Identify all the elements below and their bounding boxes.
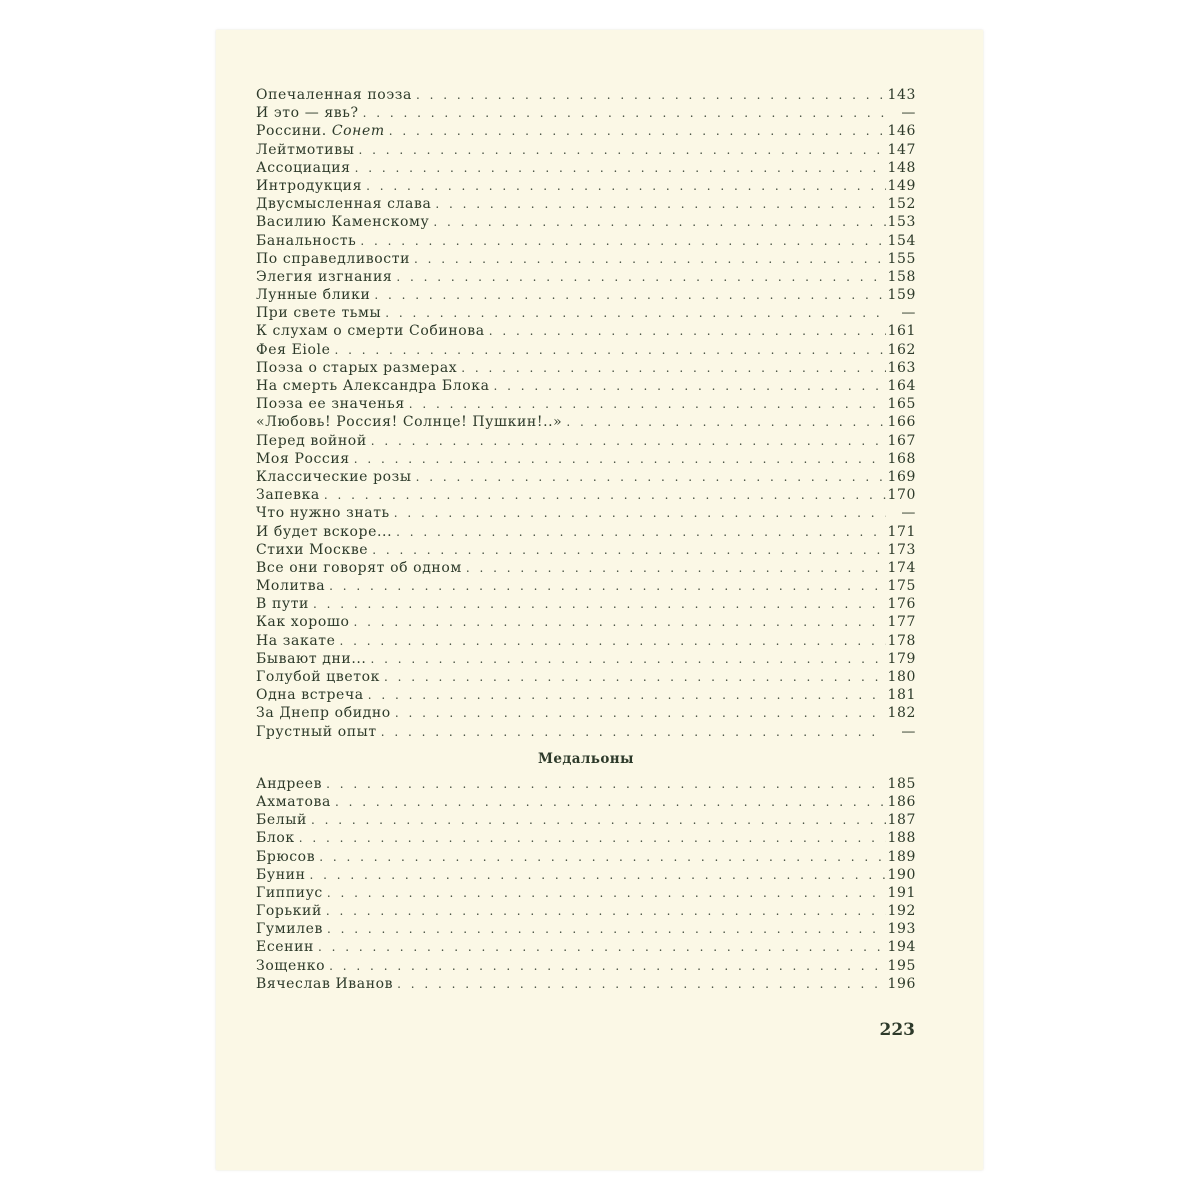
toc-entry	[256, 541, 916, 559]
leader-dots	[358, 141, 886, 159]
toc-entry-page: 152	[887, 196, 916, 213]
toc-entry-title	[256, 504, 394, 522]
toc-entry	[256, 86, 916, 104]
toc-entry-title-text: Гиппиус	[256, 884, 323, 901]
toc-entry-page: —	[901, 723, 916, 740]
leader-dots	[416, 468, 886, 486]
leader-dots	[354, 613, 886, 631]
toc-entry-page: 147	[887, 141, 916, 158]
toc-entry	[256, 359, 916, 377]
toc-entry-title	[256, 86, 416, 104]
toc-entry-page: 185	[887, 775, 916, 792]
toc-entry-title-text: Банальность	[256, 232, 357, 249]
toc-entry-title-text: Интродукция	[256, 177, 363, 194]
toc-entry-title-italic: Сонет	[331, 123, 385, 140]
toc-entry-title	[256, 902, 326, 920]
leader-dots	[466, 559, 886, 577]
toc-entry-title-text: Есенин	[256, 939, 314, 956]
toc-entry-page: 154	[887, 232, 916, 249]
toc-entry-title	[256, 177, 366, 195]
toc-entry	[256, 413, 916, 431]
leader-dots	[319, 848, 886, 866]
toc-entry-page: 162	[887, 341, 916, 358]
toc-entry-page: 187	[887, 812, 916, 829]
toc-entry	[256, 250, 916, 268]
toc-entry-title-text: Голубой цветок	[256, 669, 380, 685]
toc-entry-title-text: Лейтмотивы	[256, 141, 355, 158]
leader-dots	[334, 341, 886, 359]
leader-dots	[416, 86, 886, 104]
leader-dots	[327, 920, 886, 938]
toc-entry-title-text: Белый	[256, 812, 307, 829]
leader-dots	[363, 104, 886, 122]
toc-entry-title	[256, 957, 329, 975]
toc-entry	[256, 811, 916, 829]
toc-entry-title-text: Горький	[256, 903, 322, 920]
leader-dots	[313, 595, 886, 613]
toc-entry-title-text: Бунин	[256, 866, 306, 883]
toc-entry-title-text: Поэза ее значенья	[256, 396, 405, 413]
leader-dots	[371, 432, 886, 450]
toc-entry-title	[256, 159, 355, 177]
toc-entry-title-text: Опечаленная поэза	[256, 87, 412, 103]
toc-entry-title-text: При свете тьмы	[256, 305, 382, 322]
toc-entry	[256, 723, 916, 741]
toc-entry-title-text: Гумилев	[256, 921, 323, 938]
toc-entry-title	[256, 829, 299, 847]
toc-entry-title-text: Василию Каменскому	[256, 214, 430, 231]
toc-entry-title-text: Брюсов	[256, 848, 316, 865]
toc-entry-title	[256, 811, 311, 829]
toc-entry	[256, 920, 916, 938]
toc-entry-page: 161	[887, 323, 916, 340]
leader-dots	[326, 902, 886, 920]
toc-entry-title-text: Вячеслав Иванов	[256, 975, 394, 992]
toc-entry-title	[256, 141, 358, 159]
toc-entry-title-text: И это — явь?	[256, 105, 359, 122]
toc-entry-title-text: На смерть Александра Блока	[256, 378, 490, 394]
toc-entry-page: 190	[887, 866, 916, 883]
leader-dots	[327, 884, 886, 902]
page-number: 223	[879, 1020, 915, 1040]
toc-entry	[256, 322, 916, 340]
toc-entry-title-text: На закате	[256, 632, 336, 649]
toc-entry-title	[256, 884, 327, 902]
toc-entry-title-text: Классические розы	[256, 468, 412, 485]
toc-entry-page: 166	[887, 414, 916, 431]
toc-entry	[256, 632, 916, 650]
toc-entry-page: 191	[887, 884, 916, 901]
toc-entry	[256, 957, 916, 975]
toc-entry	[256, 884, 916, 902]
toc-entry-title-text: Перед войной	[256, 432, 367, 449]
toc-section-list	[256, 775, 916, 993]
toc-entry-title	[256, 723, 381, 741]
toc-entry-page: 186	[887, 793, 916, 810]
leader-dots	[310, 866, 886, 884]
toc-entry-title	[256, 395, 409, 413]
leader-dots	[372, 541, 886, 559]
toc-entry-title	[256, 775, 326, 793]
toc-entry-title-text: Ахматова	[256, 793, 331, 810]
toc-entry	[256, 523, 916, 541]
toc-entry-title-text: За Днепр обидно	[256, 705, 391, 722]
table-of-contents	[256, 86, 916, 993]
toc-entry-title	[256, 322, 489, 340]
leader-dots	[461, 359, 886, 377]
section-title: Медальоны	[538, 750, 634, 767]
leader-dots	[366, 177, 886, 195]
toc-entry-page: 178	[887, 632, 916, 649]
leader-dots	[394, 504, 886, 522]
leader-dots	[299, 829, 886, 847]
toc-entry	[256, 577, 916, 595]
leader-dots	[414, 250, 886, 268]
toc-entry-title	[256, 668, 384, 686]
toc-entry-page: 153	[887, 214, 916, 231]
toc-entry-page: 188	[887, 830, 916, 847]
toc-entry-page: —	[901, 505, 916, 522]
toc-entry-title	[256, 195, 435, 213]
toc-entry-page: 143	[887, 87, 916, 103]
leader-dots	[368, 686, 886, 704]
leader-dots	[370, 650, 886, 668]
toc-entry-title	[256, 104, 363, 122]
leader-dots	[329, 957, 886, 975]
leader-dots	[384, 668, 886, 686]
toc-entry	[256, 232, 916, 250]
leader-dots	[374, 286, 886, 304]
toc-entry	[256, 177, 916, 195]
leader-dots	[409, 395, 886, 413]
toc-entry-title	[256, 866, 310, 884]
toc-entry-title	[256, 232, 360, 250]
toc-entry-title	[256, 341, 334, 359]
toc-entry-title	[256, 486, 324, 504]
toc-entry-title-text: Поэза о старых размерах	[256, 359, 458, 376]
toc-entry-title-text: Двусмысленная слава	[256, 196, 432, 213]
toc-entry	[256, 213, 916, 231]
leader-dots	[489, 322, 886, 340]
toc-entry	[256, 159, 916, 177]
toc-entry-page: 182	[887, 705, 916, 722]
toc-entry-title	[256, 359, 461, 377]
leader-dots	[326, 775, 886, 793]
toc-entry-title	[256, 377, 494, 395]
leader-dots	[396, 268, 886, 286]
toc-entry-page: 195	[887, 957, 916, 974]
toc-entry-page: 165	[887, 396, 916, 413]
toc-entry	[256, 504, 916, 522]
leader-dots	[329, 577, 886, 595]
toc-entry	[256, 848, 916, 866]
toc-entry-title-text: Бывают дни...	[256, 650, 367, 667]
toc-entry-title-text: К слухам о смерти Собинова	[256, 323, 485, 340]
toc-entry	[256, 195, 916, 213]
toc-entry-page: 193	[887, 921, 916, 938]
leader-dots	[340, 632, 886, 650]
toc-entry-page: 174	[887, 559, 916, 576]
toc-entry-title-text: Блок	[256, 830, 295, 847]
toc-entry-title	[256, 541, 372, 559]
toc-entry-title-text: По справедливости	[256, 250, 411, 267]
toc-entry-title	[256, 268, 396, 286]
toc-entry-title	[256, 650, 370, 668]
toc-entry	[256, 104, 916, 122]
toc-entry-page: 176	[887, 596, 916, 613]
toc-entry-page: 149	[887, 177, 916, 194]
toc-entry-title-text: Андреев	[256, 775, 323, 792]
toc-entry-page: 170	[887, 487, 916, 504]
toc-entry-title	[256, 523, 396, 541]
toc-entry	[256, 432, 916, 450]
toc-entry-title	[256, 286, 374, 304]
toc-entry-title-text: Моя Россия	[256, 450, 350, 467]
toc-entry-title	[256, 250, 414, 268]
toc-entry-page: 169	[887, 468, 916, 485]
toc-entry	[256, 686, 916, 704]
toc-entry-title	[256, 468, 416, 486]
toc-entry-page: 146	[887, 123, 916, 140]
toc-entry-title-text: Что нужно знать	[256, 505, 390, 522]
leader-dots	[381, 723, 886, 741]
toc-entry-title-text: Одна встреча	[256, 687, 364, 704]
toc-entry	[256, 866, 916, 884]
toc-entry-title	[256, 559, 466, 577]
toc-entry-title-text: И будет вскоре...	[256, 523, 393, 540]
toc-entry-page: 189	[887, 848, 916, 865]
toc-entry-title	[256, 975, 397, 993]
toc-entry-title	[256, 848, 319, 866]
toc-entry-title-text: Стихи Москве	[256, 541, 369, 558]
leader-dots	[355, 159, 886, 177]
toc-entry	[256, 468, 916, 486]
toc-entry-page: —	[901, 105, 916, 122]
toc-entry-title-text: Зощенко	[256, 957, 326, 974]
toc-entry	[256, 829, 916, 847]
toc-entry-title-text: Все они говорят об одном	[256, 559, 462, 576]
toc-entry	[256, 486, 916, 504]
toc-entry-page: 158	[887, 268, 916, 285]
toc-entry-title-text: «Любовь! Россия! Солнце! Пушкин!..»	[256, 414, 563, 431]
toc-entry-title	[256, 213, 433, 231]
toc-entry-title-text: Ассоциация	[256, 159, 351, 176]
toc-entry-page: 180	[887, 669, 916, 685]
toc-entry	[256, 395, 916, 413]
leader-dots	[354, 450, 886, 468]
leader-dots	[311, 811, 886, 829]
toc-entry	[256, 122, 916, 140]
toc-entry-page: 196	[887, 975, 916, 992]
toc-entry-page: 159	[887, 287, 916, 304]
leader-dots	[389, 122, 886, 140]
toc-entry	[256, 341, 916, 359]
leader-dots	[360, 232, 886, 250]
toc-entry-title-text: Грустный опыт	[256, 723, 377, 740]
toc-entry	[256, 559, 916, 577]
book-page	[216, 30, 983, 1170]
toc-entry	[256, 668, 916, 686]
leader-dots	[494, 377, 886, 395]
toc-entry	[256, 450, 916, 468]
toc-entry-title-text: Как хорошо	[256, 614, 350, 631]
toc-entry-page: 192	[887, 903, 916, 920]
leader-dots	[396, 523, 886, 541]
toc-entry-page: 179	[887, 650, 916, 667]
toc-entry	[256, 141, 916, 159]
toc-entry-title	[256, 686, 368, 704]
leader-dots	[385, 304, 886, 322]
toc-entry-title	[256, 595, 313, 613]
leader-dots	[324, 486, 886, 504]
toc-entry-title	[256, 632, 340, 650]
toc-entry-title	[256, 432, 371, 450]
toc-entry-title	[256, 704, 395, 722]
toc-entry-title	[256, 450, 354, 468]
toc-entry-title	[256, 793, 335, 811]
toc-entry-page: 173	[887, 541, 916, 558]
leader-dots	[566, 413, 886, 431]
toc-entry	[256, 704, 916, 722]
toc-entry	[256, 650, 916, 668]
toc-entry-page: 194	[887, 939, 916, 956]
toc-entry-page: 177	[887, 614, 916, 631]
toc-entry	[256, 613, 916, 631]
toc-entry-title-text: Лунные блики	[256, 287, 371, 304]
toc-entry-title-text: Элегия изгнания	[256, 268, 393, 285]
toc-entry	[256, 268, 916, 286]
toc-entry	[256, 286, 916, 304]
toc-entry	[256, 304, 916, 322]
leader-dots	[435, 195, 886, 213]
toc-entry	[256, 595, 916, 613]
leader-dots	[395, 704, 886, 722]
toc-entry-page: 181	[887, 687, 916, 704]
toc-entry-title-text: Россини.	[256, 123, 327, 140]
toc-entry-title-text: В пути	[256, 596, 309, 613]
toc-entry-title-text: Фея Eiole	[256, 341, 331, 358]
toc-entry	[256, 775, 916, 793]
leader-dots	[433, 213, 886, 231]
toc-entry-title	[256, 413, 566, 431]
toc-entry-page: 175	[887, 578, 916, 595]
toc-entry-page: 171	[887, 523, 916, 540]
toc-entry-title	[256, 920, 327, 938]
toc-entry-title-text: Запевка	[256, 487, 320, 504]
toc-entry-page: 164	[887, 378, 916, 394]
toc-entry-title	[256, 613, 354, 631]
toc-entry	[256, 975, 916, 993]
toc-entry-title	[256, 938, 318, 956]
toc-entry-title	[256, 122, 389, 140]
leader-dots	[397, 975, 886, 993]
toc-entry-page: 148	[887, 159, 916, 176]
toc-entry	[256, 938, 916, 956]
leader-dots	[335, 793, 886, 811]
leader-dots	[318, 938, 886, 956]
toc-entry-title	[256, 304, 385, 322]
toc-entry-title-text: Молитва	[256, 578, 326, 595]
toc-entry-page: 155	[887, 250, 916, 267]
toc-main-list	[256, 86, 916, 741]
toc-entry-page: 163	[887, 359, 916, 376]
toc-entry	[256, 793, 916, 811]
toc-entry-page: 167	[887, 432, 916, 449]
toc-entry	[256, 377, 916, 395]
toc-entry-page: —	[901, 305, 916, 322]
toc-entry	[256, 902, 916, 920]
toc-entry-page: 168	[887, 450, 916, 467]
toc-entry-title	[256, 577, 329, 595]
